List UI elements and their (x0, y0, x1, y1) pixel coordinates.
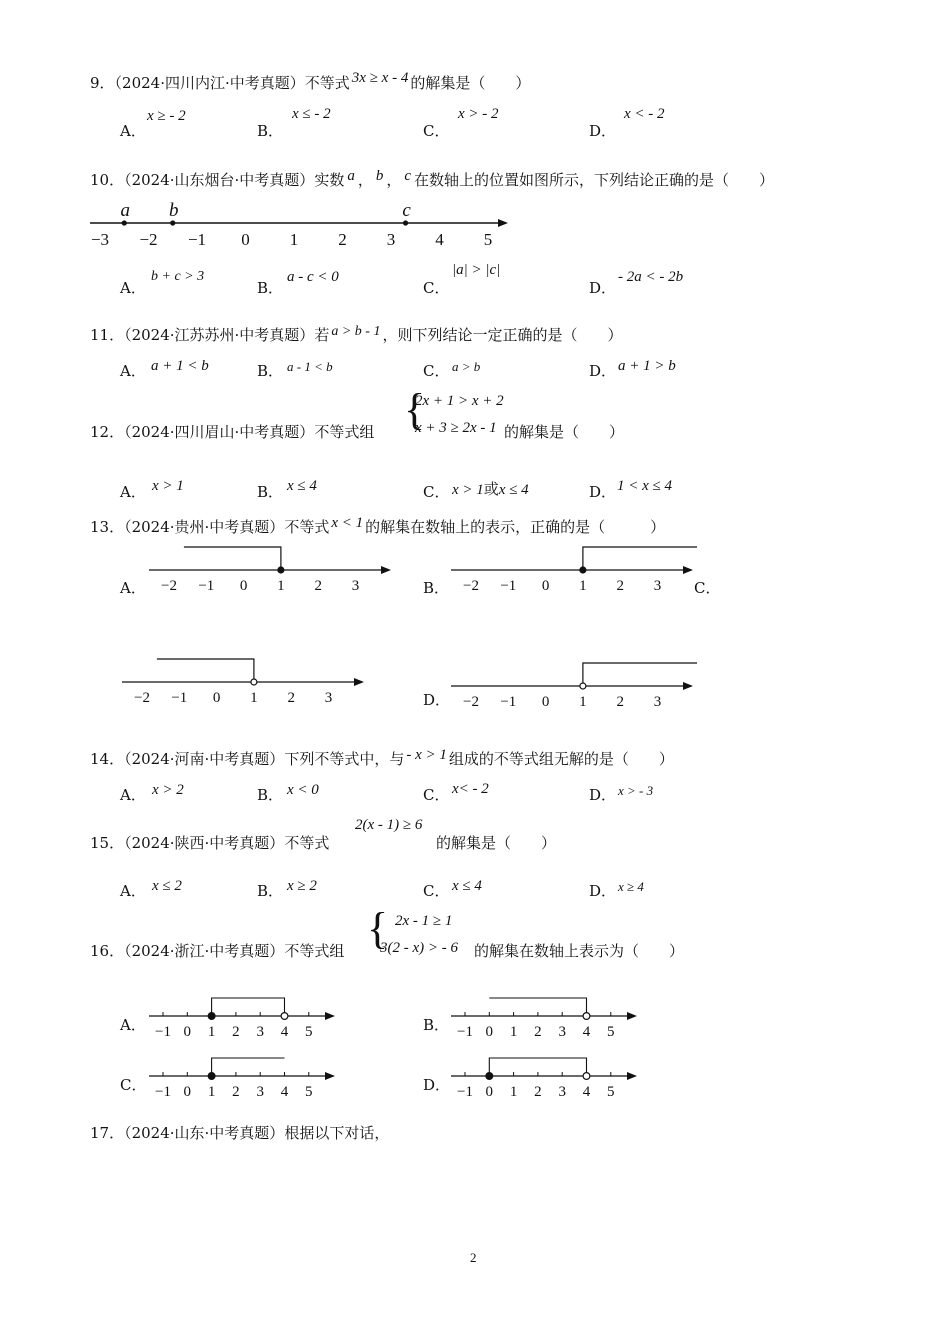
tick-label: −1 (187, 230, 207, 249)
option-label: A． (120, 362, 146, 380)
tick-label: 5 (483, 230, 493, 249)
stem-text: 不等式 (304, 74, 350, 92)
option-label: D． (589, 122, 617, 140)
option-a[interactable] (120, 360, 146, 381)
axis-arrow (498, 219, 508, 227)
point-b (170, 220, 175, 225)
option-label: D． (589, 882, 617, 900)
number-line-option-b[interactable] (447, 540, 697, 595)
option-a-math: x ≥ - 2 (147, 108, 186, 124)
tick-label: 3 (653, 578, 662, 594)
option-d-math: x < - 2 (624, 106, 665, 122)
tick-label: 3 (324, 690, 333, 706)
option-label: C． (423, 279, 450, 297)
option-label: C． (423, 786, 450, 804)
stem-text: 的解集在数轴上的表示，正确的是（ ） (365, 518, 666, 536)
option-label: B． (257, 122, 284, 140)
axis-arrow (683, 566, 693, 574)
option-a[interactable] (120, 120, 146, 141)
option-label: B． (257, 786, 284, 804)
stem-text: 的解集是（ ） (504, 423, 625, 441)
number-line-option-c[interactable] (145, 1052, 345, 1100)
stem-text: 组成的不等式组无解的是（ ） (448, 750, 674, 768)
inequality: - x > 1 (406, 747, 447, 763)
variable-b: b (375, 168, 384, 184)
tick-label: 4 (280, 1084, 289, 1100)
axis-arrow (683, 682, 693, 690)
option-a[interactable] (120, 577, 146, 598)
option-c[interactable] (423, 880, 449, 901)
stem-text: 不等式 (284, 834, 330, 852)
open-dot (281, 1013, 288, 1020)
number-line-option-b[interactable] (447, 992, 647, 1040)
number-line-option-a[interactable] (145, 540, 395, 595)
option-a-math: a + 1 < b (151, 358, 209, 374)
option-d-math: a + 1 > b (618, 358, 676, 374)
system-brace: { (367, 904, 389, 953)
option-d[interactable] (589, 481, 616, 502)
option-a[interactable] (120, 277, 146, 298)
option-a-math: b + c > 3 (151, 269, 205, 284)
open-dot (251, 679, 257, 685)
option-d-math: - 2a < - 2b (618, 269, 684, 285)
tick-label: 3 (351, 578, 360, 594)
option-c[interactable] (423, 784, 449, 805)
option-a[interactable] (120, 784, 146, 805)
option-label: B． (257, 483, 284, 501)
tick-label: −2 (463, 694, 479, 710)
question-12-stem (90, 421, 374, 442)
tick-label: 1 (579, 694, 587, 710)
option-c-math-2: x ≤ 4 (498, 482, 529, 498)
axis-arrow (325, 1072, 335, 1080)
tick-label: −1 (171, 690, 188, 706)
tick-label: −2 (463, 578, 479, 594)
tick-label: 2 (534, 1084, 542, 1100)
question-15-stem (90, 832, 329, 853)
question-number: 14． (90, 750, 125, 768)
tick-label: −1 (457, 1084, 473, 1100)
option-label: D． (589, 362, 617, 380)
question-source: （2024·陕西·中考真题） (124, 834, 285, 852)
inequality: 3x ≥ x - 4 (351, 70, 409, 86)
option-b[interactable] (257, 481, 283, 502)
tick-label: 0 (485, 1024, 494, 1040)
system-line-2: x + 3 ≥ 2x - 1 (415, 420, 497, 436)
option-c-math: x > - 2 (458, 106, 499, 122)
variable-c: c (404, 168, 412, 184)
question-source: （2024·河南·中考真题） (124, 750, 285, 768)
question-number: 11． (90, 326, 125, 344)
stem-text: 根据以下对话， (284, 1124, 390, 1142)
tick-label: −2 (139, 230, 158, 249)
tick-label: 2 (232, 1024, 240, 1040)
tick-label: 1 (277, 578, 285, 594)
tick-label: −3 (90, 230, 110, 249)
option-label: D． (589, 279, 617, 297)
question-number: 15． (90, 834, 125, 852)
option-c-math (452, 478, 529, 499)
question-number: 17． (90, 1124, 125, 1142)
option-b[interactable] (423, 1014, 449, 1035)
stem-text: 下列不等式中，与 (284, 750, 405, 768)
tick-label: −2 (134, 690, 150, 706)
point-a (122, 220, 127, 225)
system-line-2: 3(2 - x) > - 6 (380, 940, 459, 956)
tick-label: 1 (207, 1084, 216, 1100)
stem-text: 不等式组 (314, 423, 375, 441)
tick-label: 4 (435, 230, 444, 249)
tick-label: 1 (579, 578, 587, 594)
stem-text: 实数 (314, 171, 345, 189)
tick-label: 1 (509, 1084, 518, 1100)
inequality: 2(x - 1) ≥ 6 (355, 817, 423, 833)
option-label: C． (423, 122, 450, 140)
option-c-math: |a| > |c| (452, 262, 501, 278)
tick-label: 1 (207, 1024, 216, 1040)
option-label: C． (694, 579, 721, 597)
option-label: D． (423, 1076, 451, 1094)
page-number: 2 (470, 1250, 477, 1265)
stem-text: 不等式 (284, 518, 330, 536)
option-a-math: x ≤ 2 (152, 878, 182, 894)
option-d[interactable] (589, 120, 616, 141)
option-b-math: a - 1 < b (287, 359, 333, 374)
open-dot (583, 1013, 590, 1020)
solution-bracket (157, 659, 254, 682)
question-14-stem (90, 748, 674, 769)
tick-label: 3 (558, 1084, 566, 1100)
option-label: D． (589, 483, 617, 501)
option-c-math: x ≤ 4 (452, 878, 482, 894)
question-16-stem (90, 940, 344, 961)
option-a-math: x > 2 (152, 782, 184, 798)
stem-text: 若 (314, 326, 330, 344)
option-d[interactable] (589, 784, 616, 805)
number-line-q10 (88, 198, 518, 250)
tick-label: −1 (500, 578, 517, 594)
question-10-stem (90, 169, 774, 190)
solution-bracket (583, 547, 697, 570)
question-source: （2024·四川内江·中考真题） (114, 74, 305, 92)
tick-label: 5 (305, 1084, 313, 1100)
option-d-math: x > - 3 (618, 783, 654, 798)
tick-label: 0 (241, 230, 250, 249)
inequality: x < 1 (331, 515, 364, 531)
option-d[interactable] (423, 1074, 450, 1095)
option-c[interactable] (120, 1074, 146, 1095)
closed-dot (208, 1073, 215, 1080)
question-source: （2024·四川眉山·中考真题） (124, 423, 315, 441)
tick-label: −1 (457, 1024, 473, 1040)
tick-label: −2 (161, 578, 177, 594)
option-c[interactable] (423, 277, 449, 298)
tick-label: 2 (287, 690, 295, 706)
option-b-math: x ≥ 2 (287, 878, 317, 894)
tick-label: −1 (155, 1084, 171, 1100)
stem-text: 的解集是（ ） (410, 74, 531, 92)
tick-label: 1 (289, 230, 299, 249)
option-d-math: x ≥ 4 (618, 879, 644, 894)
option-a-math: x > 1 (152, 478, 184, 494)
tick-label: 3 (386, 230, 396, 249)
tick-label: 4 (582, 1024, 591, 1040)
option-a[interactable] (120, 1014, 146, 1035)
tick-label: 0 (485, 1084, 494, 1100)
question-13-stem (90, 516, 665, 537)
option-c-math-1: x > 1 (452, 482, 484, 498)
option-c[interactable] (694, 577, 720, 598)
question-number: 13． (90, 518, 125, 536)
tick-label: 2 (616, 694, 624, 710)
option-label: A． (120, 786, 146, 804)
option-c-math: a > b (452, 359, 481, 374)
tick-label: 2 (232, 1084, 240, 1100)
option-label: C． (423, 882, 450, 900)
option-label: A． (120, 1016, 146, 1034)
option-c[interactable] (423, 120, 449, 141)
number-line-option-d[interactable] (447, 656, 697, 711)
tick-label: 3 (558, 1024, 566, 1040)
option-label: B． (257, 279, 284, 297)
inequality: a > b - 1 (331, 324, 381, 339)
option-b[interactable] (257, 277, 283, 298)
option-c-or: 或 (483, 480, 499, 498)
option-label: A． (120, 122, 146, 140)
option-d[interactable] (589, 360, 616, 381)
option-label: D． (589, 786, 617, 804)
option-b[interactable] (257, 784, 283, 805)
tick-label: 0 (239, 578, 248, 594)
question-source: （2024·山东烟台·中考真题） (124, 171, 315, 189)
option-d-math: 1 < x ≤ 4 (617, 478, 673, 494)
point-label-c: c (402, 200, 411, 221)
separator: ， (357, 171, 373, 189)
solution-bracket (583, 663, 697, 686)
system-line-1: 2x + 1 > x + 2 (415, 393, 504, 409)
tick-label: 0 (183, 1024, 192, 1040)
tick-label: 4 (280, 1024, 289, 1040)
question-number: 10． (90, 171, 125, 189)
closed-dot (580, 567, 586, 573)
axis-arrow (627, 1072, 637, 1080)
tick-label: 0 (541, 578, 550, 594)
option-label: A． (120, 579, 146, 597)
option-c[interactable] (423, 360, 449, 381)
solution-bracket (212, 1058, 285, 1076)
option-a[interactable] (120, 481, 146, 502)
number-line-option-c[interactable] (118, 652, 368, 707)
axis-arrow (627, 1012, 637, 1020)
tick-label: 4 (582, 1084, 591, 1100)
tick-label: 3 (256, 1084, 264, 1100)
tick-label: 5 (607, 1084, 615, 1100)
closed-dot (278, 567, 284, 573)
stem-text: 在数轴上的位置如图所示，下列结论正确的是（ ） (414, 171, 775, 189)
question-17-stem (90, 1122, 389, 1143)
option-label: B． (257, 882, 284, 900)
variable-a: a (347, 168, 355, 184)
question-9-stem (90, 72, 530, 93)
option-label: D． (423, 691, 451, 709)
option-label: A． (120, 483, 146, 501)
question-source: （2024·江苏苏州·中考真题） (124, 326, 315, 344)
point-c (403, 220, 408, 225)
separator: ， (386, 171, 402, 189)
tick-label: 3 (653, 694, 662, 710)
option-b[interactable] (257, 880, 283, 901)
system-brace: { (404, 385, 426, 434)
option-d[interactable] (589, 277, 616, 298)
solution-bracket (212, 998, 285, 1016)
tick-label: −1 (500, 694, 517, 710)
tick-label: 0 (541, 694, 550, 710)
option-b[interactable] (423, 577, 449, 598)
axis-arrow (354, 678, 364, 686)
tick-label: 2 (616, 578, 624, 594)
option-label: B． (257, 362, 284, 380)
option-a[interactable] (120, 880, 146, 901)
system-line-1: 2x - 1 ≥ 1 (395, 913, 453, 929)
option-label: C． (423, 483, 450, 501)
closed-dot (208, 1013, 215, 1020)
option-b[interactable] (257, 360, 283, 381)
tick-label: 1 (509, 1024, 518, 1040)
open-dot (583, 1073, 590, 1080)
stem-text: 的解集在数轴上表示为（ ） (474, 942, 685, 960)
axis-arrow (325, 1012, 335, 1020)
tick-label: 5 (607, 1024, 615, 1040)
option-b-math: a - c < 0 (287, 269, 339, 285)
tick-label: 0 (183, 1084, 192, 1100)
option-label: C． (120, 1076, 147, 1094)
option-label: A． (120, 279, 146, 297)
tick-label: 3 (256, 1024, 264, 1040)
option-b[interactable] (257, 120, 283, 141)
option-c[interactable] (423, 481, 449, 502)
question-number: 16． (90, 942, 125, 960)
option-b-math: x ≤ - 2 (292, 106, 331, 122)
axis-arrow (381, 566, 391, 574)
question-source: （2024·贵州·中考真题） (124, 518, 285, 536)
tick-label: 5 (305, 1024, 313, 1040)
option-b-math: x < 0 (287, 782, 319, 798)
closed-dot (486, 1073, 493, 1080)
option-label: B． (423, 579, 450, 597)
option-d[interactable] (589, 880, 616, 901)
tick-label: −1 (198, 578, 215, 594)
option-label: A． (120, 882, 146, 900)
option-d[interactable] (423, 689, 450, 710)
stem-text: ，则下列结论一定正确的是（ ） (382, 326, 623, 344)
tick-label: 1 (250, 690, 258, 706)
question-source: （2024·浙江·中考真题） (124, 942, 285, 960)
solution-bracket (184, 547, 281, 570)
number-line-option-a[interactable] (145, 992, 345, 1040)
option-b-math: x ≤ 4 (287, 478, 317, 494)
tick-label: −1 (155, 1024, 171, 1040)
tick-label: 2 (314, 578, 322, 594)
option-c-math: x< - 2 (452, 781, 489, 797)
stem-text: 不等式组 (284, 942, 345, 960)
tick-label: 2 (338, 230, 347, 249)
open-dot (580, 683, 586, 689)
tick-label: 2 (534, 1024, 542, 1040)
question-number: 9． (90, 74, 115, 92)
number-line-option-d[interactable] (447, 1052, 647, 1100)
question-number: 12． (90, 423, 125, 441)
question-source: （2024·山东·中考真题） (124, 1124, 285, 1142)
tick-label: 0 (212, 690, 221, 706)
point-label-b: b (169, 200, 179, 221)
option-label: B． (423, 1016, 450, 1034)
point-label-a: a (120, 200, 130, 221)
option-label: C． (423, 362, 450, 380)
stem-text: 的解集是（ ） (436, 834, 557, 852)
question-11-stem (90, 324, 622, 345)
